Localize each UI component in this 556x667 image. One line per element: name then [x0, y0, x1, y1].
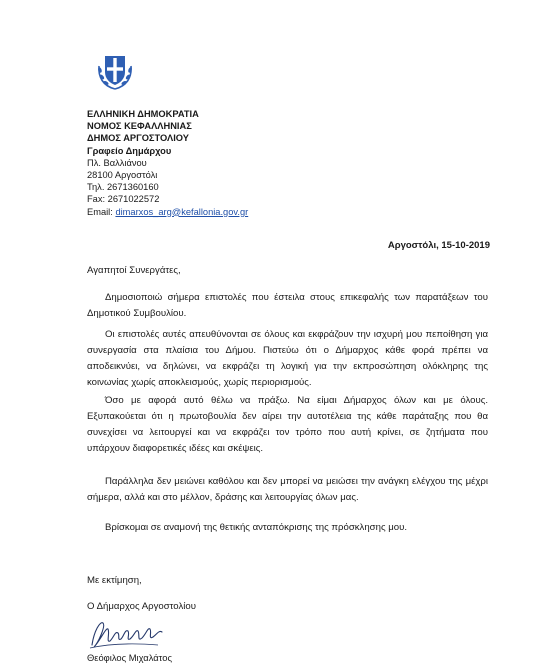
country-name: ΕΛΛΗΝΙΚΗ ΔΗΜΟΚΡΑΤΙΑ	[87, 109, 199, 119]
email-line	[87, 206, 248, 218]
prefecture-name: ΝΟΜΟΣ ΚΕΦΑΛΛΗΝΙΑΣ	[87, 121, 192, 132]
address-city: 28100 Αργοστόλι	[87, 170, 158, 181]
body-paragraph-2: Οι επιστολές αυτές απευθύνονται σε όλους και εκφράζουν την ισχυρή μου πεποίθηση για συνεργασία στα πλαίσια του Δήμου. Πιστεύω ότι ο Δήμαρχος κάθε φορά πρέπει να αποδεικνύει, να δηλώνει, να εκφράζει τη λογική για την εκπροσώπηση ολόκληρης της κοινωνίας χωρίς αποκλεισμούς, χωρίς περιορισμούς.	[87, 329, 488, 388]
address-street: Πλ. Βαλλιάνου	[87, 157, 147, 168]
municipality-name: ΔΗΜΟΣ ΑΡΓΟΣΤΟΛΙΟΥ	[87, 133, 189, 144]
letterhead	[87, 108, 248, 218]
signer-name: Θεόφιλος Μιχαλάτος	[87, 652, 172, 663]
greeting: Αγαπητοί Συνεργάτες,	[87, 265, 181, 276]
signer-title: Ο Δήμαρχος Αργοστολίου	[87, 601, 196, 612]
fax-number: Fax: 2671022572	[87, 194, 160, 205]
email-link[interactable]: dimarxos_arg@kefallonia.gov.gr	[115, 206, 249, 217]
phone-number: Τηλ. 2671360160	[87, 182, 159, 193]
email-label: Email:	[87, 206, 113, 217]
body-paragraph-5: Βρίσκομαι σε αναμονή της θετικής ανταπόκρισης της πρόσκλησης μου.	[105, 522, 408, 533]
handwritten-signature	[88, 617, 168, 651]
body-paragraph-4: Παράλληλα δεν μειώνει καθόλου και δεν μπορεί να μειώσει την ανάγκη ελέγχου της μέχρι σήμερα, αλλά και στο μέλλον, δράσης και λειτουργίας όλων μας.	[87, 476, 488, 503]
greek-coat-of-arms-icon	[94, 50, 136, 92]
body-paragraph-3: Όσο με αφορά αυτό θέλω να πράξω. Να είμαι Δήμαρχος όλων και με όλους. Εξυπακούεται ότι η πρωτοβουλία δεν αίρει την αυτοτέλεια της κάθε παράταξης που θα συνεχίσει να λειτουργεί και να εκφράζει τον τρόπο που αυτή κρίνει, σε ζητήματα που υπάρχουν διαφορετικές ιδέες και σκέψεις.	[87, 395, 488, 454]
letter-date: Αργοστόλι, 15-10-2019	[387, 240, 490, 251]
closing-salutation: Με εκτίμηση,	[87, 575, 142, 586]
body-paragraph-1: Δημοσιοποιώ σήμερα επιστολές που έστειλα στους επικεφαλής των παρατάξεων του Δημοτικού Συμβουλίου.	[87, 292, 488, 319]
office-name: Γραφείο Δημάρχου	[87, 145, 172, 156]
